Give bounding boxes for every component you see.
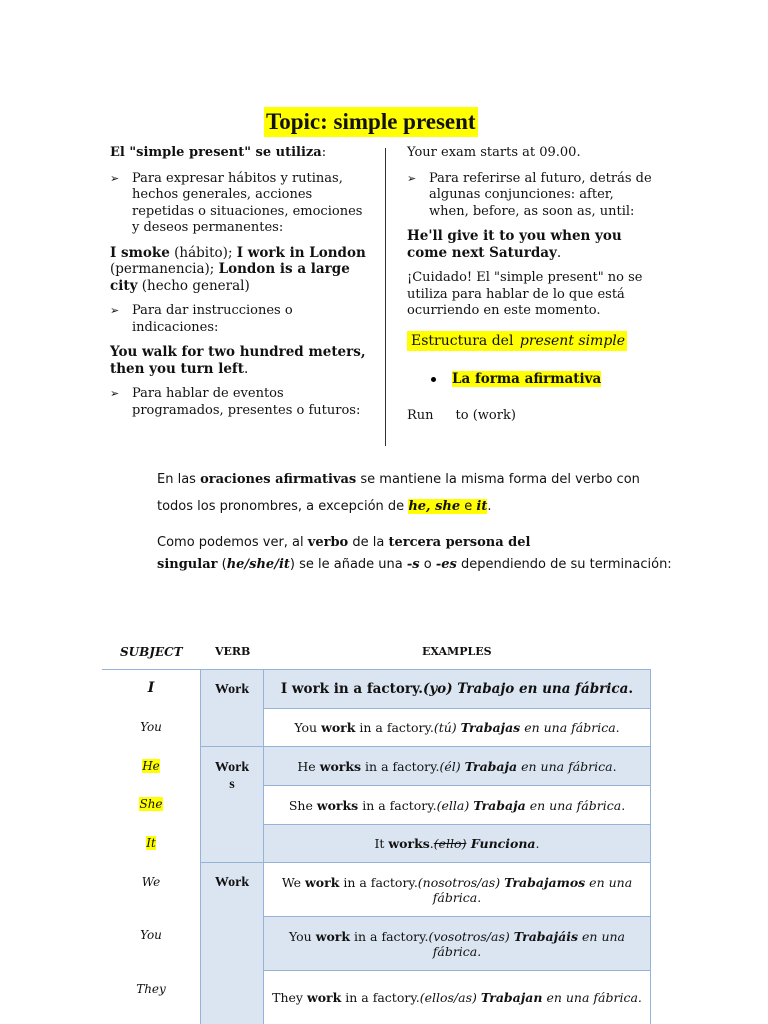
t: dependiendo de su terminación: — [456, 557, 672, 572]
verb: work — [305, 874, 340, 890]
explanation-line-4 — [157, 554, 677, 576]
t: se mantiene la misma forma del verbo con — [356, 472, 640, 487]
run-word: Run — [407, 407, 434, 423]
ex-bold: London is a large city — [110, 261, 350, 294]
bullet-dot-icon — [431, 377, 436, 382]
verb: works — [388, 836, 430, 851]
es: (ella) — [436, 797, 474, 813]
header-subject: SUBJECT — [120, 645, 183, 659]
verb: work — [315, 928, 351, 944]
ex-text: . — [243, 360, 249, 377]
subject-you-plural: You — [140, 928, 162, 942]
t: todos los pronombres, a excepción de — [157, 499, 409, 514]
b: singular — [157, 557, 218, 572]
arrow-bullet-icon: ➢ — [407, 171, 417, 185]
subject-you: You — [140, 720, 162, 734]
subject-he: He — [142, 759, 160, 773]
ex-bold: I smoke — [110, 244, 170, 261]
header-examples: EXAMPLES — [422, 645, 492, 658]
bullet-text: Para referirse al futuro, detrás de algunas conjunciones: after, when, before, as soon as, until: — [429, 170, 652, 219]
b: he/she/it — [226, 557, 290, 572]
verb: works — [316, 797, 359, 813]
explanation-line-3 — [157, 532, 677, 554]
es: en una fábrica. — [432, 874, 633, 905]
t: e — [460, 499, 477, 514]
t: Como podemos ver, al — [157, 535, 308, 550]
intro-line — [110, 145, 366, 162]
es: (ellos/as) — [419, 990, 481, 1005]
t: ) se le añade una — [289, 557, 407, 572]
en: . — [429, 836, 434, 851]
example-row-you — [263, 708, 651, 746]
bullet-instructions — [110, 303, 366, 336]
es: (tú) — [433, 720, 461, 735]
en: in a factory. — [339, 874, 418, 890]
en: in a factory. — [361, 758, 440, 774]
example-row-you-plural — [263, 916, 651, 970]
struct-italic: present simple — [519, 332, 626, 349]
t: ( — [217, 557, 227, 572]
affirmative-label: La forma afirmativa — [452, 371, 602, 387]
es: en una fábrica — [514, 681, 629, 697]
en: They — [272, 990, 307, 1005]
intro-bold: El "simple present" se utiliza — [110, 145, 322, 160]
es: en una fábrica — [525, 797, 622, 813]
es: Trabajo — [457, 681, 515, 697]
example-habits — [110, 245, 366, 295]
en: He — [297, 758, 320, 774]
es: (vosotros/as) — [428, 928, 514, 944]
en: in a factory. — [341, 990, 420, 1005]
es: (él) — [439, 758, 465, 774]
t: de la — [348, 535, 389, 550]
es-verb: Trabaja — [464, 758, 518, 774]
b: oraciones afirmativas — [200, 472, 357, 487]
en: . — [621, 797, 626, 813]
arrow-bullet-icon: ➢ — [110, 387, 120, 400]
bullet-events — [110, 386, 366, 419]
exam-line: Your exam starts at 09.00. — [407, 145, 581, 160]
bullet-future — [407, 171, 657, 221]
left-column — [110, 145, 366, 427]
es-verb: Trabajamos — [504, 874, 586, 890]
explanation-block — [157, 466, 677, 576]
example-row-i — [263, 669, 651, 708]
to-work: to (work) — [455, 407, 516, 423]
verb-work-1: Work — [200, 669, 263, 746]
example-row-she — [263, 785, 651, 824]
es-verb: Funciona — [466, 836, 536, 851]
explanation-line-1 — [157, 466, 677, 493]
en: You — [294, 720, 322, 735]
page-title: Topic: simple present — [264, 107, 478, 137]
subject-they: They — [136, 982, 166, 996]
subject-she: She — [139, 797, 163, 811]
ex-bold: I work in London — [236, 244, 366, 261]
arrow-bullet-icon: ➢ — [110, 171, 120, 185]
en: . — [535, 836, 540, 851]
b: -es — [435, 557, 457, 572]
en: . — [612, 758, 617, 774]
bullet-text: Para hablar de eventos programados, presentes o futuros: — [132, 386, 361, 418]
verb: works — [319, 758, 362, 774]
example-instructions — [110, 344, 366, 377]
subject-i: I — [147, 680, 155, 696]
example-row-we — [263, 862, 651, 916]
en: I work in a factory. — [280, 681, 423, 697]
affirmative-item — [407, 371, 657, 388]
b: it — [476, 499, 488, 514]
struct-text: Estructura del — [411, 332, 518, 349]
example-row-it — [263, 824, 651, 862]
en: in a factory. — [350, 928, 429, 944]
ex-text: (permanencia); — [110, 261, 219, 277]
bullet-text: Para dar instrucciones o indicaciones: — [132, 303, 293, 335]
en: in a factory. — [355, 720, 434, 735]
example-future — [407, 228, 657, 261]
right-column — [407, 145, 657, 424]
en: We — [281, 874, 306, 890]
example-row-they — [263, 970, 651, 1024]
example-row-he — [263, 746, 651, 785]
es: (nosotros/as) — [417, 874, 505, 890]
subject-we: We — [141, 875, 161, 889]
es: en una fábrica — [517, 758, 613, 774]
t: En las — [157, 472, 201, 487]
es: en una fábrica. — [542, 990, 642, 1005]
ex-bold: He'll give it to you when you come next Saturday — [407, 228, 622, 261]
ex-text: . — [556, 244, 562, 261]
en: . — [628, 681, 634, 697]
b: he, she — [408, 499, 461, 514]
en: It — [374, 836, 389, 851]
es-verb: Trabaja — [473, 797, 526, 813]
structure-heading — [407, 333, 657, 350]
caution-note: ¡Cuidado! El "simple present" no se utiliza para hablar de lo que está ocurriendo en este momento. — [407, 270, 643, 318]
run-line — [407, 408, 657, 425]
es: en una fábrica. — [432, 928, 626, 959]
b: verbo — [307, 535, 349, 550]
arrow-bullet-icon: ➢ — [110, 304, 120, 317]
t: . — [487, 499, 492, 514]
explanation-line-2 — [157, 493, 677, 520]
verb-works: Work s — [200, 746, 263, 862]
verb-work-2: Work — [200, 862, 263, 1024]
verb: work — [306, 990, 342, 1005]
en: in a factory. — [358, 797, 437, 813]
es: (yo) — [422, 681, 458, 697]
subject-it: It — [146, 836, 156, 850]
column-divider — [385, 148, 386, 446]
b: tercera persona del — [388, 535, 531, 550]
en: . — [615, 720, 620, 735]
intro-tail: : — [321, 145, 327, 160]
t: o — [419, 557, 436, 572]
es-verb: Trabajáis — [513, 928, 579, 944]
es-verb: Trabajas — [460, 720, 521, 735]
bullet-text: Para expresar hábitos y rutinas, hechos generales, acciones repetidas o situaciones, emociones y deseos permanentes: — [132, 170, 363, 235]
en: She — [288, 797, 317, 813]
b: -s — [406, 557, 420, 572]
ex-text: (hecho general) — [137, 277, 250, 294]
ex-text: (hábito); — [169, 244, 237, 261]
es: en una fábrica — [520, 720, 616, 735]
header-verb: VERB — [215, 645, 251, 658]
ex-bold: You walk for two hundred meters, then you turn left — [110, 344, 366, 377]
es-verb: Trabajan — [480, 990, 543, 1005]
verb: work — [321, 720, 356, 735]
es-struck: (ello) — [433, 836, 467, 851]
en: You — [288, 928, 316, 944]
bullet-habits — [110, 171, 366, 237]
